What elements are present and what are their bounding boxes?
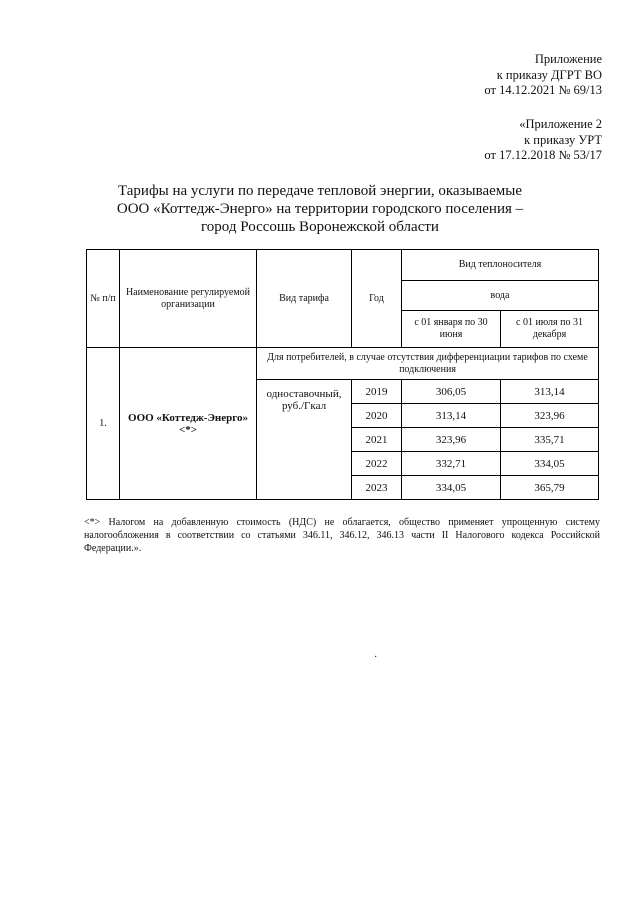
footnote: <*> Налогом на добавленную стоимость (НДС) не облагается, общество применяет упрощенную систему налогообложения в соответствии со статьями 346.11, 346.12, 346.13 части II Налогового кодекса Российской Федерации.». <box>84 517 600 554</box>
header-carrier: Вид теплоносителя <box>402 250 599 281</box>
header-line: от 17.12.2018 № 53/17 <box>484 148 602 162</box>
tariff-type: одноставочный, руб./Гкал <box>257 380 352 500</box>
title-line: ООО «Коттедж-Энерго» на территории городского поселения – <box>116 201 524 217</box>
header-line: к приказу ДГРТ ВО <box>496 67 602 82</box>
consumers-description: Для потребителей, в случае отсутствия дифференциации тарифов по схеме подключения <box>257 348 599 380</box>
appendix-header <box>484 52 602 99</box>
appendix2-header <box>484 117 602 164</box>
scan-speck: · <box>374 652 378 663</box>
header-period2: с 01 июля по 31 декабря <box>501 311 599 348</box>
tariff-h1: 323,96 <box>402 428 501 452</box>
tariff-h1: 313,14 <box>402 404 501 428</box>
header-water: вода <box>402 281 599 311</box>
header-period1: с 01 января по 30 июня <box>402 311 501 348</box>
title-line: город Россошь Воронежской области <box>201 219 439 235</box>
title-line: Тарифы на услуги по передаче тепловой энергии, оказываемые <box>117 183 523 199</box>
header-tariff: Вид тарифа <box>257 250 352 348</box>
year-cell: 2020 <box>352 404 402 428</box>
tariff-h2: 323,96 <box>501 404 599 428</box>
header-org: Наименование регулируемой организации <box>120 250 257 348</box>
tariff-h2: 335,71 <box>501 428 599 452</box>
year-cell: 2023 <box>352 476 402 500</box>
header-year: Год <box>352 250 402 348</box>
tariff-h1: 332,71 <box>402 452 501 476</box>
year-cell: 2019 <box>352 380 402 404</box>
organization-name: ООО «Коттедж-Энерго» <box>128 411 248 424</box>
header-line: к приказу УРТ <box>524 132 602 147</box>
header-line: от 14.12.2021 № 69/13 <box>484 83 602 97</box>
organization-cell <box>120 348 257 500</box>
tariff-h2: 313,14 <box>501 380 599 404</box>
year-cell: 2022 <box>352 452 402 476</box>
tariff-table <box>86 249 599 500</box>
header-line: «Приложение 2 <box>519 117 602 131</box>
header-num: № п/п <box>87 250 120 348</box>
row-number: 1. <box>87 348 120 500</box>
tariff-h1: 334,05 <box>402 476 501 500</box>
tariff-h2: 334,05 <box>501 452 599 476</box>
tariff-h1: 306,05 <box>402 380 501 404</box>
tariff-h2: 365,79 <box>501 476 599 500</box>
document-title <box>100 182 540 236</box>
organization-note: <*> <box>178 423 198 436</box>
year-cell: 2021 <box>352 428 402 452</box>
header-line: Приложение <box>534 52 602 66</box>
